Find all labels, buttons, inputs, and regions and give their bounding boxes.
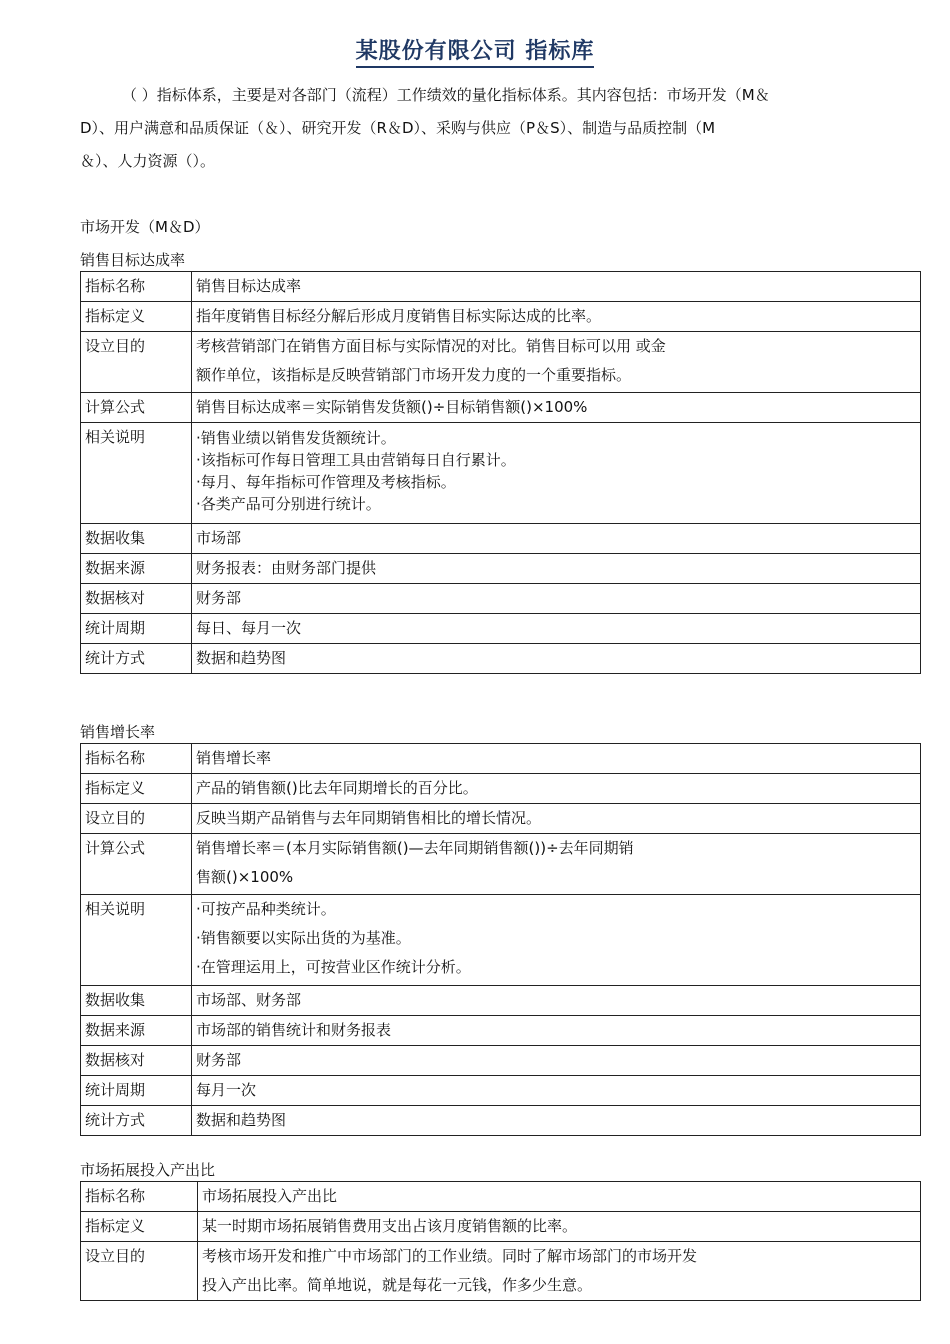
row-label: 设立目的 <box>81 804 192 834</box>
row-value: 指年度销售目标经分解后形成月度销售目标实际达成的比率。 <box>192 302 921 332</box>
page-title: 某股份有限公司 指标库 <box>0 34 950 65</box>
value-line: ·可按产品种类统计。 <box>196 900 336 918</box>
table-row <box>81 834 921 895</box>
row-value: 销售目标达成率 <box>192 272 921 302</box>
table-row <box>81 1106 921 1136</box>
row-value <box>192 423 921 524</box>
value-line: 销售增长率＝(本月实际销售额()—去年同期销售额())÷去年同期销 <box>196 839 634 857</box>
table-row <box>81 423 921 524</box>
table-row <box>81 774 921 804</box>
intro-line: （ ）指标体系，主要是对各部门（流程）工作绩效的量化指标体系。其内容包括：市场开发（M＆ <box>122 86 770 104</box>
value-line: ·销售额要以实际出货的为基准。 <box>196 929 411 947</box>
row-value: 产品的销售额()比去年同期增长的百分比。 <box>192 774 921 804</box>
table-row <box>81 1076 921 1106</box>
row-value <box>192 895 921 986</box>
table-row <box>81 644 921 674</box>
row-value: 销售目标达成率＝实际销售发货额()÷目标销售额()×100% <box>192 393 921 423</box>
row-value <box>198 1242 921 1301</box>
metric-title: 市场拓展投入产出比 <box>80 1161 216 1179</box>
row-label: 设立目的 <box>81 1242 198 1301</box>
table-row <box>81 332 921 393</box>
row-label: 统计周期 <box>81 1076 192 1106</box>
table-row <box>81 1046 921 1076</box>
value-line: ·销售业绩以销售发货额统计。 <box>196 429 396 447</box>
row-label: 数据核对 <box>81 584 192 614</box>
row-value: 市场部、财务部 <box>192 986 921 1016</box>
value-line: ·每月、每年指标可作管理及考核指标。 <box>196 473 456 491</box>
table-row <box>81 584 921 614</box>
row-label: 数据收集 <box>81 986 192 1016</box>
row-label: 统计方式 <box>81 644 192 674</box>
table-row <box>81 554 921 584</box>
table-row <box>81 393 921 423</box>
row-value: 财务部 <box>192 1046 921 1076</box>
row-value: 市场部 <box>192 524 921 554</box>
value-line: 考核市场开发和推广中市场部门的工作业绩。同时了解市场部门的市场开发 <box>202 1247 698 1265</box>
row-value <box>192 834 921 895</box>
row-label: 数据核对 <box>81 1046 192 1076</box>
row-label: 统计周期 <box>81 614 192 644</box>
intro-line: D）、用户满意和品质保证（＆）、研究开发（R＆D）、采购与供应（P＆S）、制造与品质控制（M <box>80 119 716 137</box>
table-row <box>81 744 921 774</box>
row-label: 指标名称 <box>81 744 192 774</box>
row-label: 指标名称 <box>81 272 192 302</box>
table-row <box>81 1242 921 1301</box>
row-label: 指标定义 <box>81 774 192 804</box>
table-row <box>81 986 921 1016</box>
table-row <box>81 272 921 302</box>
value-line: 投入产出比率。简单地说，就是每花一元钱，作多少生意。 <box>202 1276 593 1294</box>
row-value: 市场部的销售统计和财务报表 <box>192 1016 921 1046</box>
row-label: 指标定义 <box>81 302 192 332</box>
metric-table <box>80 271 921 674</box>
row-value: 反映当期产品销售与去年同期销售相比的增长情况。 <box>192 804 921 834</box>
table-row <box>81 614 921 644</box>
table-row <box>81 1212 921 1242</box>
row-value: 财务部 <box>192 584 921 614</box>
row-value: 每日、每月一次 <box>192 614 921 644</box>
metric-title: 销售增长率 <box>80 723 156 741</box>
metric-title: 销售目标达成率 <box>80 251 186 269</box>
row-value: 数据和趋势图 <box>192 1106 921 1136</box>
value-line: ·该指标可作每日管理工具由营销每日自行累计。 <box>196 451 516 469</box>
row-label: 数据来源 <box>81 554 192 584</box>
intro-paragraph <box>80 79 860 178</box>
row-label: 指标名称 <box>81 1182 198 1212</box>
table-row <box>81 804 921 834</box>
row-value <box>192 332 921 393</box>
value-line: 售额()×100% <box>196 868 294 886</box>
value-line: ·各类产品可分别进行统计。 <box>196 495 381 513</box>
row-label: 统计方式 <box>81 1106 192 1136</box>
row-label: 数据收集 <box>81 524 192 554</box>
row-value: 数据和趋势图 <box>192 644 921 674</box>
row-value: 市场拓展投入产出比 <box>198 1182 921 1212</box>
value-line: 考核营销部门在销售方面目标与实际情况的对比。销售目标可以用 或金 <box>196 337 666 355</box>
row-label: 数据来源 <box>81 1016 192 1046</box>
value-line: 额作单位，该指标是反映营销部门市场开发力度的一个重要指标。 <box>196 366 632 384</box>
table-row <box>81 1016 921 1046</box>
intro-line: ＆）、人力资源（）。 <box>80 152 216 170</box>
table-row <box>81 302 921 332</box>
value-line: ·在管理运用上，可按营业区作统计分析。 <box>196 958 471 976</box>
row-label: 相关说明 <box>81 895 192 986</box>
row-label: 相关说明 <box>81 423 192 524</box>
row-label: 指标定义 <box>81 1212 198 1242</box>
row-label: 计算公式 <box>81 393 192 423</box>
row-label: 计算公式 <box>81 834 192 895</box>
row-value: 每月一次 <box>192 1076 921 1106</box>
row-value: 某一时期市场拓展销售费用支出占该月度销售额的比率。 <box>198 1212 921 1242</box>
metric-table <box>80 1181 921 1301</box>
metric-table <box>80 743 921 1136</box>
row-label: 设立目的 <box>81 332 192 393</box>
table-row <box>81 895 921 986</box>
table-row <box>81 524 921 554</box>
table-row <box>81 1182 921 1212</box>
row-value: 销售增长率 <box>192 744 921 774</box>
section-heading: 市场开发（M＆D） <box>80 218 210 236</box>
row-value: 财务报表：由财务部门提供 <box>192 554 921 584</box>
